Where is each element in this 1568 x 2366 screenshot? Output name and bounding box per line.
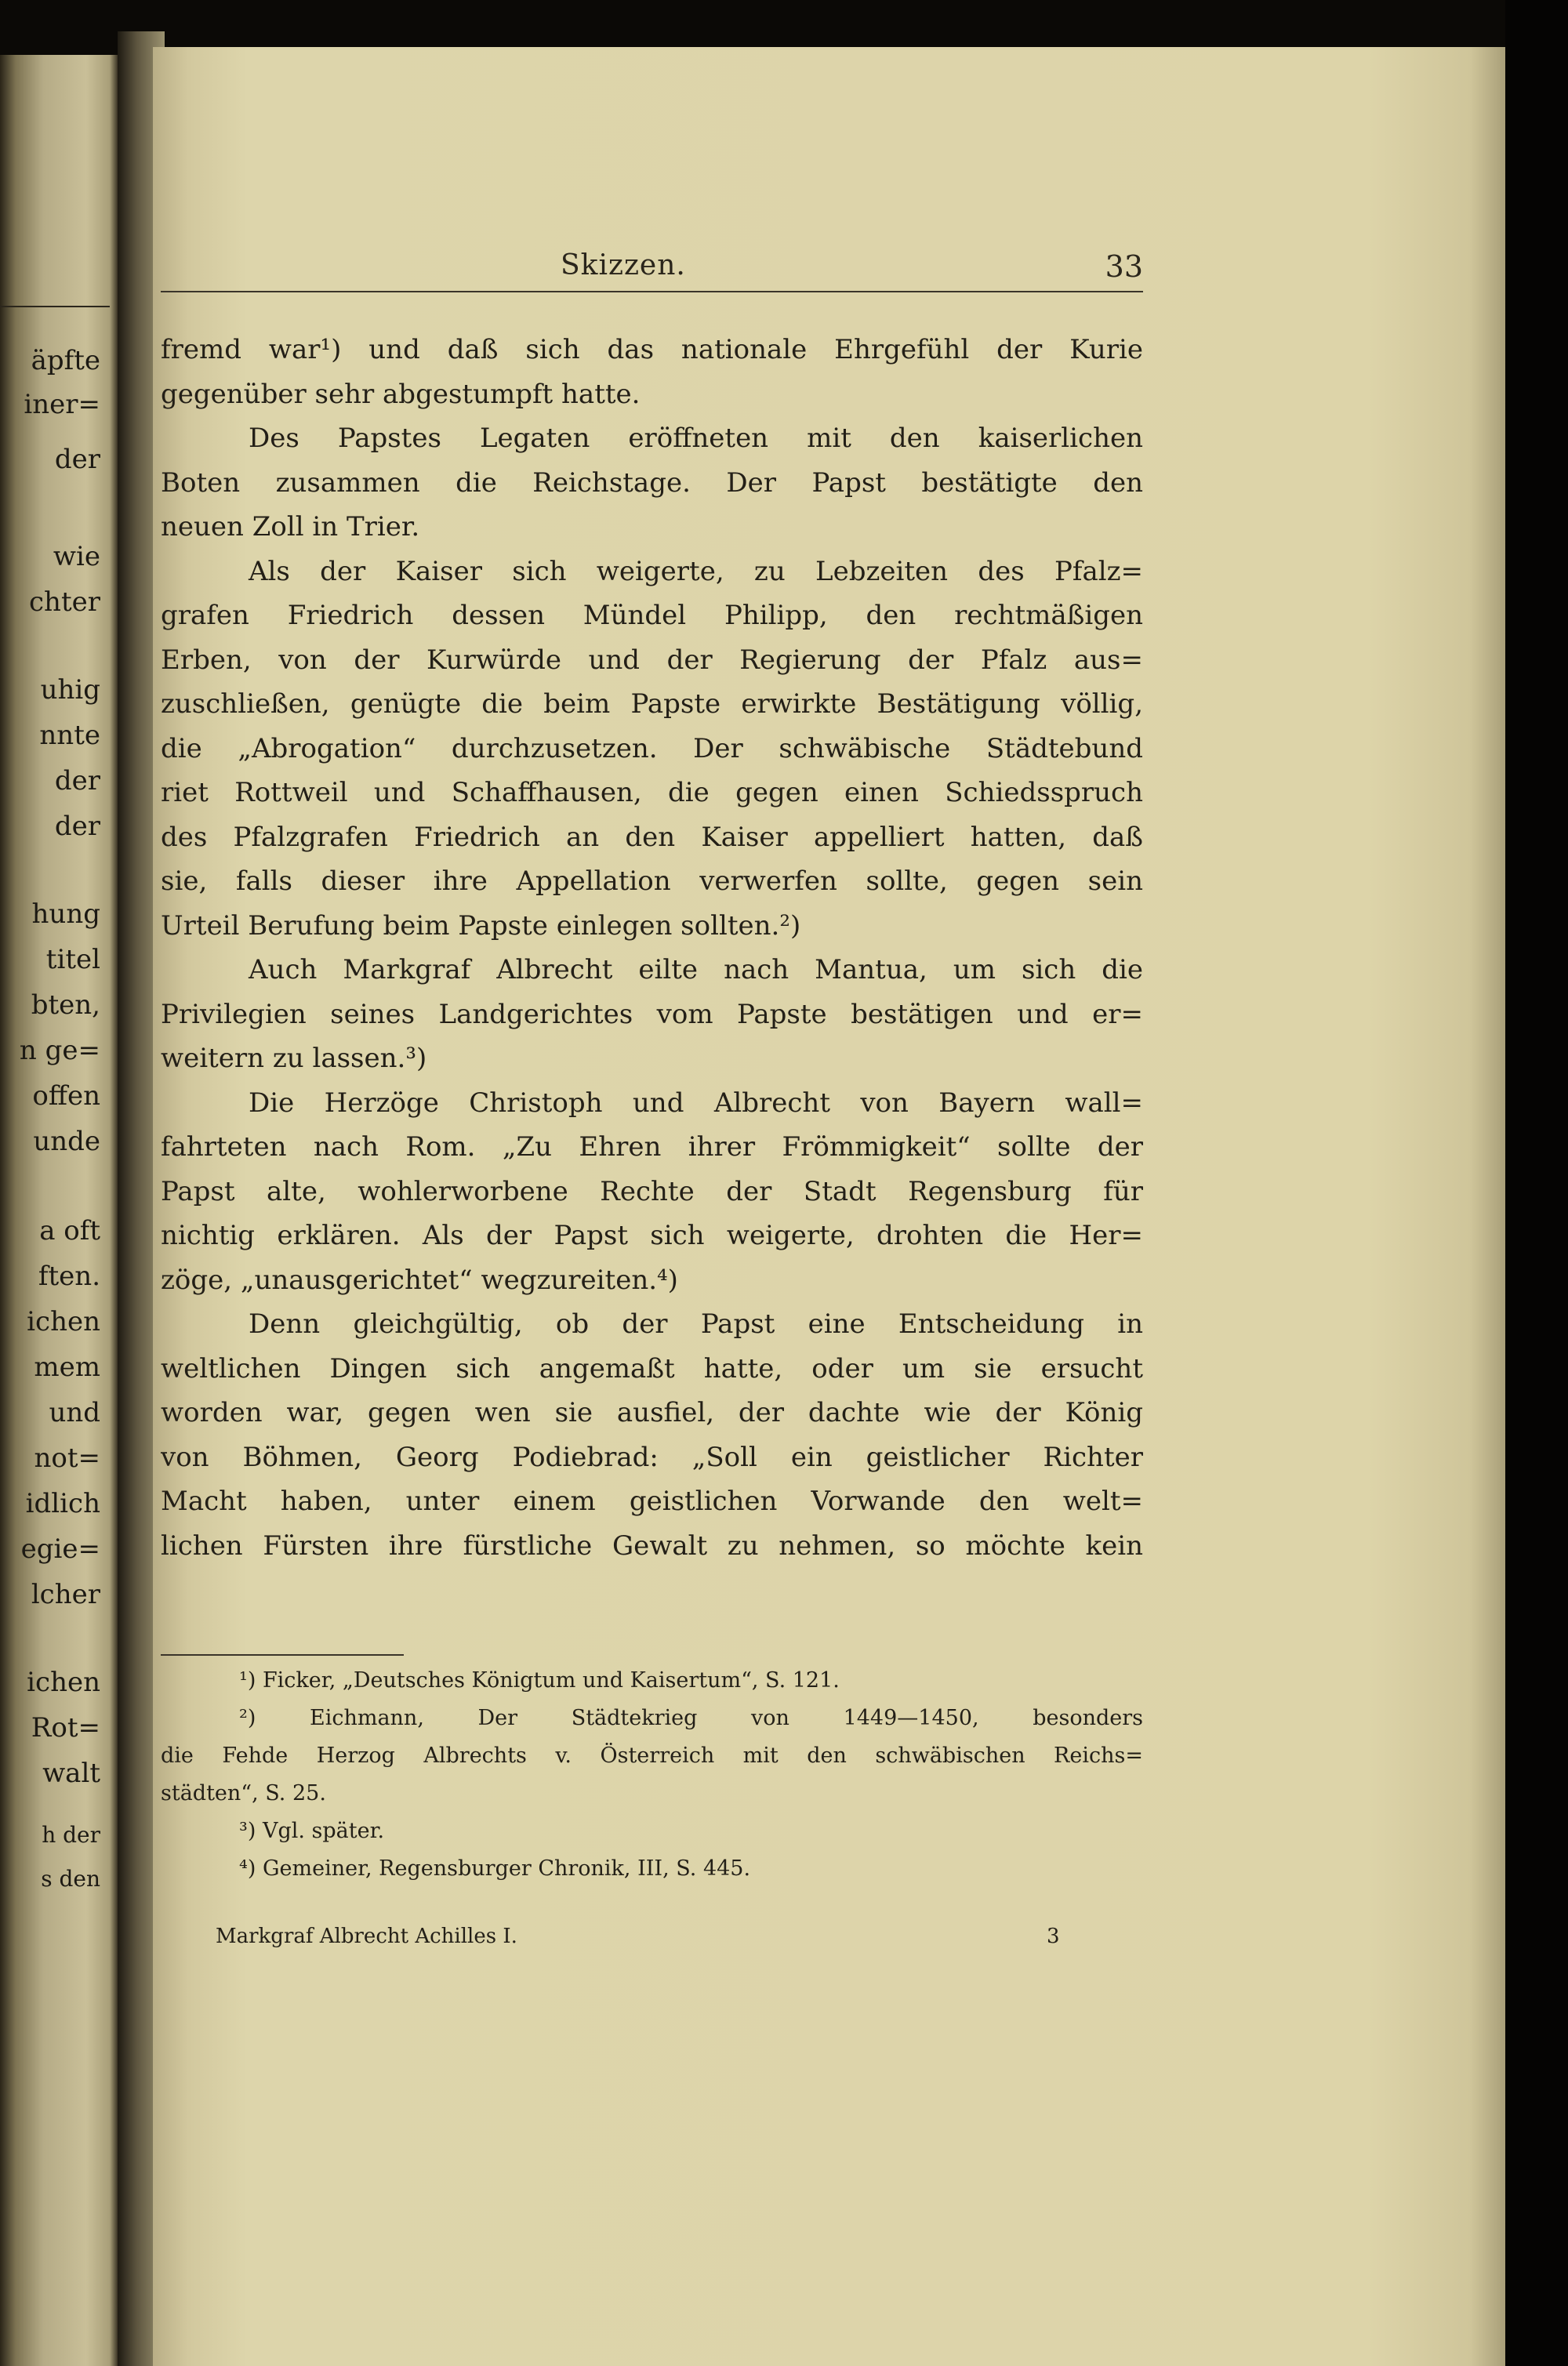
running-head-rule — [161, 291, 1143, 292]
footnote-continuation: städten“, S. 25. — [161, 1781, 326, 1805]
facing-page-fragment: Rot= — [31, 1712, 100, 1744]
facing-page-fragment: h der — [42, 1822, 100, 1848]
text-line: zöge, „unausgerichtet“ wegzureiten.⁴) — [161, 1264, 678, 1296]
facing-page-fragment: nnte — [39, 720, 100, 751]
text-line: zuschließen, genügte die beim Papste erwirkte Bestätigung völlig, — [161, 688, 1143, 720]
facing-page-fragment: wie — [53, 541, 100, 572]
sheet-number: 3 — [1047, 1925, 1060, 1948]
facing-page-fragment: der — [54, 444, 100, 475]
body-text — [161, 328, 1143, 1568]
facing-page-fragment: a oft — [39, 1215, 100, 1247]
facing-page-text-fragments — [0, 0, 118, 2366]
footnote: ⁴) Gemeiner, Regensburger Chronik, III, S. 445. — [239, 1856, 751, 1881]
text-line: weitern zu lassen.³) — [161, 1043, 427, 1074]
facing-page-fragment: walt — [42, 1758, 100, 1789]
page-number: 33 — [1105, 249, 1143, 284]
text-line: Privilegien seines Landgerichtes vom Papste bestätigen und er= — [161, 998, 1143, 1030]
text-line: lichen Fürsten ihre fürstliche Gewalt zu nehmen, so möchte kein — [161, 1530, 1143, 1562]
facing-page-fragment: mem — [34, 1352, 100, 1383]
text-line: Die Herzöge Christoph und Albrecht von Bayern wall= — [249, 1087, 1143, 1119]
facing-page-fragment: egie= — [20, 1533, 100, 1565]
facing-page-fragment: uhig — [40, 674, 100, 706]
text-line: die „Abrogation“ durchzusetzen. Der schwäbische Städtebund — [161, 732, 1143, 764]
facing-page-fragment: der — [54, 811, 100, 842]
text-line: Erben, von der Kurwürde und der Regierung der Pfalz aus= — [161, 644, 1143, 676]
facing-page-fragment: hung — [31, 898, 100, 930]
text-line: fahrteten nach Rom. „Zu Ehren ihrer Frömmigkeit“ sollte der — [161, 1131, 1143, 1163]
facing-page-fragment: ften. — [38, 1261, 100, 1292]
footnote: ¹) Ficker, „Deutsches Königtum und Kaisertum“, S. 121. — [239, 1668, 840, 1693]
text-line: Des Papstes Legaten eröffneten mit den kaiserlichen — [249, 423, 1143, 454]
facing-page-fragment: idlich — [25, 1488, 100, 1519]
facing-page-fragment: s den — [41, 1866, 100, 1892]
running-head-title: Skizzen. — [561, 249, 686, 281]
text-line: weltlichen Dingen sich angemaßt hatte, oder um sie ersucht — [161, 1352, 1143, 1384]
text-line: riet Rottweil und Schaffhausen, die gegen einen Schiedsspruch — [161, 777, 1143, 808]
text-line: Auch Markgraf Albrecht eilte nach Mantua, um sich die — [249, 954, 1143, 985]
text-line: Als der Kaiser sich weigerte, zu Lebzeiten des Pfalz= — [249, 555, 1143, 587]
text-line: grafen Friedrich dessen Mündel Philipp, den rechtmäßigen — [161, 600, 1143, 631]
text-line: des Pfalzgrafen Friedrich an den Kaiser appelliert hatten, daß — [161, 821, 1143, 853]
facing-page-fragment: ichen — [27, 1667, 100, 1698]
text-line: Boten zusammen die Reichstage. Der Papst bestätigte den — [161, 466, 1143, 499]
facing-page-fragment: äpfte — [31, 345, 100, 376]
footnote-rule — [161, 1654, 404, 1656]
facing-page-fragment: titel — [45, 944, 100, 975]
text-line: sie, falls dieser ihre Appellation verwerfen sollte, gegen sein — [161, 865, 1143, 897]
footnote: ³) Vgl. später. — [239, 1819, 385, 1843]
text-line: Urteil Berufung beim Papste einlegen sollten.²) — [161, 909, 801, 942]
facing-page-fragment: not= — [34, 1442, 100, 1474]
text-line: gegenüber sehr abgestumpft hatte. — [161, 378, 641, 410]
facing-page-fragment: der — [54, 765, 100, 797]
facing-page-fragment: lcher — [31, 1579, 100, 1610]
text-line: Papst alte, wohlerworbene Rechte der Stadt Regensburg für — [161, 1175, 1143, 1207]
facing-page-fragment: unde — [33, 1126, 100, 1157]
text-line: neuen Zoll in Trier. — [161, 511, 420, 543]
text-line: von Böhmen, Georg Podiebrad: „Soll ein geistlicher Richter — [161, 1441, 1143, 1473]
scan-background-edge — [1505, 0, 1568, 2366]
facing-page-fragment: chter — [29, 586, 100, 618]
running-head — [161, 249, 1143, 293]
signature-line — [161, 1925, 1143, 1959]
text-line: worden war, gegen wen sie ausfiel, der dachte wie der König — [161, 1397, 1143, 1428]
facing-page-fragment: iner= — [24, 389, 100, 420]
facing-page-fragment: offen — [32, 1080, 100, 1112]
text-line: Denn gleichgültig, ob der Papst eine Entscheidung in — [249, 1308, 1143, 1340]
text-line: fremd war¹) und daß sich das nationale Ehrgefühl der Kurie — [161, 334, 1143, 365]
facing-page-fragment: ichen — [27, 1306, 100, 1337]
footnotes — [161, 1662, 1143, 1888]
footnote: ²) Eichmann, Der Städtekrieg von 1449—1450, besonders — [239, 1706, 1143, 1730]
printer-signature: Markgraf Albrecht Achilles I. — [216, 1925, 517, 1948]
footnote-continuation: die Fehde Herzog Albrechts v. Österreich mit den schwäbischen Reichs= — [161, 1744, 1143, 1768]
text-line: nichtig erklären. Als der Papst sich weigerte, drohten die Her= — [161, 1220, 1143, 1251]
facing-page-fragment: n ge= — [19, 1035, 100, 1066]
facing-page-fragment: und — [49, 1397, 100, 1428]
facing-page-fragment: bten, — [31, 989, 100, 1021]
text-line: Macht haben, unter einem geistlichen Vorwande den welt= — [161, 1486, 1143, 1517]
